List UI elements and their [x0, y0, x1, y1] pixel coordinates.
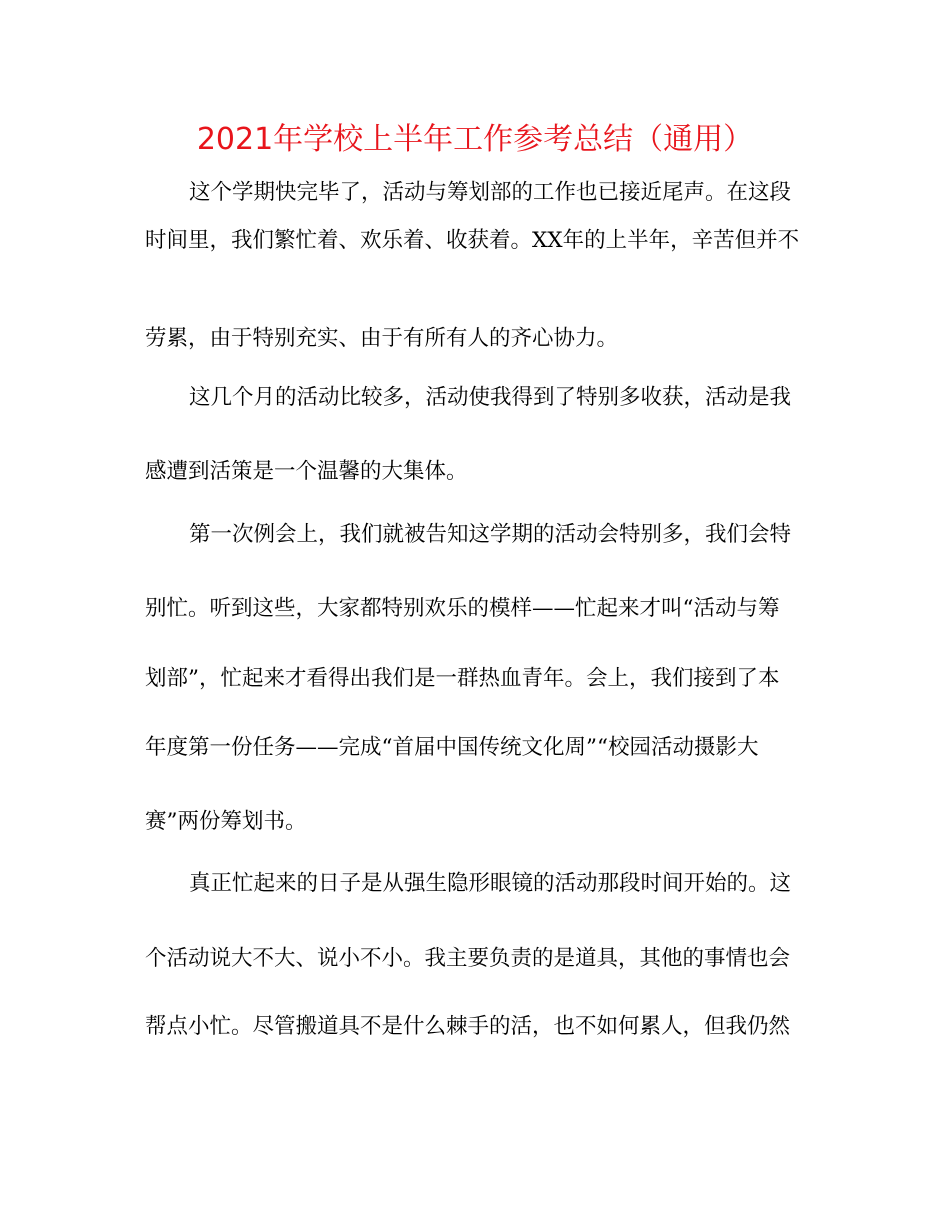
paragraph-1-line-2: 时间里，我们繁忙着、欢乐着、收获着。XX年的上半年，辛苦但并不 [145, 228, 800, 253]
paragraph-4-line-2: 个活动说大不大、说小不小。我主要负责的是道具，其他的事情也会 [145, 946, 791, 971]
paragraph-3-line-1: 第一次例会上，我们就被告知这学期的活动会特别多，我们会特 [189, 522, 792, 547]
paragraph-3-line-5: 赛”两份筹划书。 [145, 809, 307, 834]
paragraph-2-line-2: 感遭到活策是一个温馨的大集体。 [145, 459, 468, 484]
document-title: 2021年学校上半年工作参考总结（通用） [196, 122, 754, 157]
paragraph-4-line-3: 帮点小忙。尽管搬道具不是什么棘手的活，也不如何累人，但我仍然 [145, 1014, 791, 1039]
paragraph-3-line-4: 年度第一份任务——完成“首届中国传统文化周”“校园活动摄影大 [145, 735, 759, 760]
paragraph-3-line-2: 别忙。听到这些，大家都特别欢乐的模样——忙起来才叫“活动与筹 [145, 596, 780, 621]
paragraph-3-line-3: 划部”，忙起来才看得出我们是一群热血青年。会上，我们接到了本 [145, 666, 780, 691]
paragraph-1-line-1: 这个学期快完毕了，活动与筹划部的工作也已接近尾声。在这段 [189, 180, 792, 205]
paragraph-2-line-1: 这几个月的活动比较多，活动使我得到了特别多收获，活动是我 [189, 385, 792, 410]
paragraph-4-line-1: 真正忙起来的日子是从强生隐形眼镜的活动那段时间开始的。这 [189, 871, 792, 896]
paragraph-1-line-3: 劳累，由于特别充实、由于有所有人的齐心协力。 [145, 326, 619, 351]
